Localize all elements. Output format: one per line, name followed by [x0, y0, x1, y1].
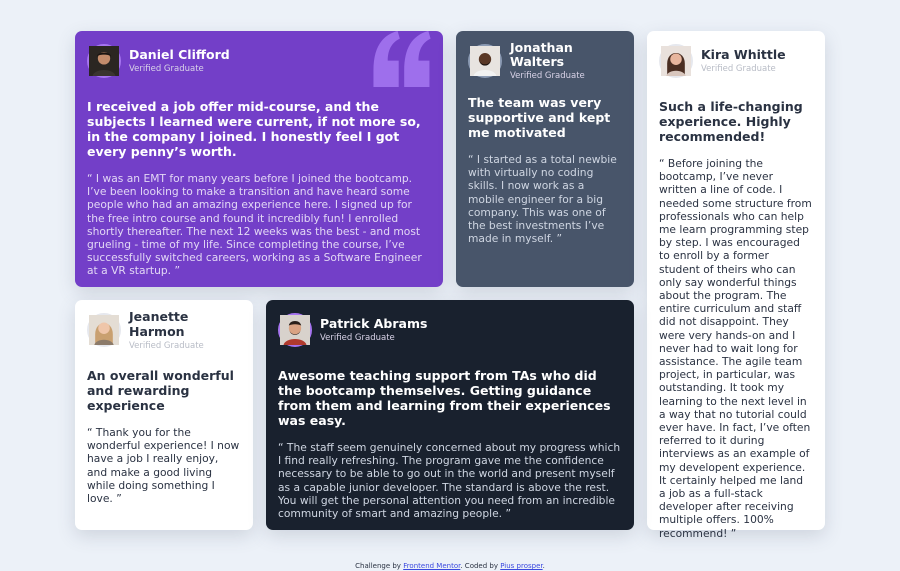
testimonial-card-patrick	[266, 300, 634, 530]
author-role: Verified Graduate	[129, 64, 204, 74]
author-name: Jonathan Walters	[510, 39, 573, 69]
testimonial-body: “ The staff seem genuinely concerned about my progress which I find really refreshing. The program gave me the confidence necessary to be able to go out in the world and present myself as a capable junior developer. The standard is above the rest. You will get the personal attention you need from an incredible community of smart and amazing people. ”	[278, 441, 621, 521]
author-info	[701, 47, 786, 75]
testimonial-body: “ I started as a total newbie with virtually no coding skills. I now work as a mobile engineer for a big company. This was one of the best investments I’ve made in myself. ”	[468, 153, 617, 246]
attribution	[0, 562, 900, 570]
author-info	[129, 309, 241, 352]
attribution-prefix: Challenge by	[355, 562, 404, 570]
author-info	[320, 316, 427, 344]
author-link[interactable]: Pius prosper	[500, 562, 543, 570]
card-header	[87, 308, 241, 351]
testimonial-body: “ I was an EMT for many years before I joined the bootcamp. I’ve been looking to make a transition and have heard some people who had an amazing experience here. I signed up for the free intro course and found it incredibly fun! I enrolled shortly thereafter. The next 12 weeks was the best - and most grueling - time of my life. Since completing the course, I’ve successfully switched careers, working as a Software Engineer at a VR startup. ”	[87, 172, 422, 278]
testimonial-card-jeanette	[75, 300, 253, 530]
author-info	[510, 41, 622, 82]
author-role: Verified Graduate	[701, 64, 776, 74]
testimonial-headline: The team was very supportive and kept me motivated	[468, 95, 611, 140]
testimonial-card-jonathan	[456, 31, 634, 287]
attribution-suffix: .	[542, 562, 545, 570]
author-info	[129, 47, 230, 75]
author-role: Verified Graduate	[129, 340, 204, 351]
card-header	[659, 43, 813, 79]
testimonial-headline: An overall wonderful and rewarding experience	[87, 368, 234, 413]
avatar-patrick-icon	[278, 313, 312, 347]
testimonial-headline: I received a job offer mid-course, and the subjects I learned were current, if not more so, in the company I joined. I honestly feel I got every penny’s worth.	[87, 99, 421, 159]
testimonial-card-daniel	[75, 31, 443, 287]
author-name: Daniel Clifford	[129, 47, 230, 62]
testimonial-body: “ Thank you for the wonderful experience! I now have a job I really enjoy, and make a good living while doing something I love. ”	[87, 426, 240, 506]
author-role: Verified Graduate	[510, 70, 585, 81]
frontend-mentor-link[interactable]: Frontend Mentor	[403, 562, 461, 570]
author-role: Verified Graduate	[320, 333, 395, 343]
testimonial-body: “ Before joining the bootcamp, I’ve never written a line of code. I needed some structure from professionals who can help me learn programming step by step. I was encouraged to enroll by a former student of theirs who can only say wonderful things about the program. The entire curriculum and staff did not disappoint. They were very hands-on and I never had to wait long for assistance. The agile team project, in particular, was outstanding. It took my learning to the next level in a way that no tutorial could ever have. In fact, I’ve often referred to it during interviews as an example of my developent experience. It certainly helped me land a job as a full-stack developer after receiving multiple offers. 100% recommend! ”	[659, 157, 812, 540]
author-name: Kira Whittle	[701, 47, 786, 62]
avatar-kira-icon	[659, 44, 693, 78]
avatar-jonathan-icon	[468, 44, 502, 78]
card-header	[87, 43, 431, 79]
testimonial-headline: Awesome teaching support from TAs who did the bootcamp themselves. Getting guidance from them and learning from their experiences was easy.	[278, 368, 611, 428]
avatar-daniel-icon	[87, 44, 121, 78]
card-header	[278, 312, 622, 348]
author-name: Jeanette Harmon	[129, 308, 189, 339]
testimonial-headline: Such a life-changing experience. Highly recommended!	[659, 99, 803, 144]
attribution-middle: . Coded by	[460, 562, 501, 570]
author-name: Patrick Abrams	[320, 316, 428, 331]
testimonial-card-kira	[647, 31, 825, 540]
card-header	[468, 39, 622, 81]
avatar-jeanette-icon	[87, 313, 121, 347]
